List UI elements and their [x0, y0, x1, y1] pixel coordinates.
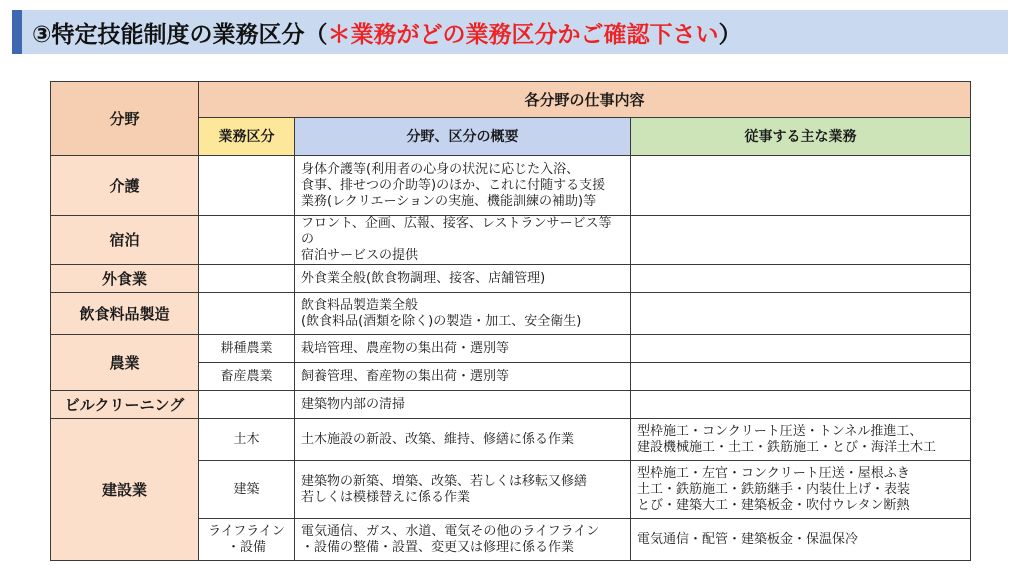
duties-cell [631, 293, 971, 335]
duties-cell [631, 216, 971, 265]
duties-cell [631, 363, 971, 391]
duties-cell: 型枠施工・コンクリート圧送・トンネル推進工、 建設機械施工・土工・鉄筋施工・とび・海洋土木工 [631, 419, 971, 461]
field-building-cleaning: ビルクリーニング [51, 391, 199, 419]
summary-cell: フロント、企画、広報、接客、レストランサービス等の 宿泊サービスの提供 [295, 216, 631, 265]
field-kensetsu: 建設業 [51, 419, 199, 561]
header-summary: 分野、区分の概要 [295, 118, 631, 156]
duties-cell [631, 265, 971, 293]
business-division-table [50, 81, 971, 561]
duties-cell [631, 335, 971, 363]
table-row [51, 265, 971, 293]
division-cell [199, 391, 295, 419]
title-close-paren: ） [718, 21, 742, 48]
header-division: 業務区分 [199, 118, 295, 156]
summary-cell: 電気通信、ガス、水道、電気その他のライフライン ・設備の整備・設置、変更又は修理に係る作業 [295, 519, 631, 561]
field-kaigo: 介護 [51, 156, 199, 216]
header-job-content: 各分野の仕事内容 [199, 82, 971, 118]
table-row [51, 419, 971, 461]
field-shukuhaku: 宿泊 [51, 216, 199, 265]
summary-cell: 外食業全般(飲食物調理、接客、店舗管理) [295, 265, 631, 293]
division-cell: 土木 [199, 419, 295, 461]
summary-cell: 飲食料品製造業全般 (飲食料品(酒類を除く)の製造・加工、安全衛生) [295, 293, 631, 335]
field-gaishoku: 外食業 [51, 265, 199, 293]
page-title [12, 10, 1008, 54]
division-cell [199, 216, 295, 265]
field-nogyo: 農業 [51, 335, 199, 391]
table-row [51, 216, 971, 265]
division-cell [199, 156, 295, 216]
duties-cell: 型枠施工・左官・コンクリート圧送・屋根ふき 土工・鉄筋施工・鉄筋継手・内装仕上げ・表装 とび・建築大工・建築板金・吹付ウレタン断熱 [631, 461, 971, 519]
table-row [51, 293, 971, 335]
duties-cell [631, 391, 971, 419]
title-note: ＊業務がどの業務区分かご確認下さい [327, 21, 719, 48]
summary-cell: 栽培管理、農産物の集出荷・選別等 [295, 335, 631, 363]
summary-cell: 飼養管理、畜産物の集出荷・選別等 [295, 363, 631, 391]
duties-cell [631, 156, 971, 216]
table-row [51, 156, 971, 216]
division-cell: 建築 [199, 461, 295, 519]
table-row [51, 335, 971, 363]
summary-cell: 身体介護等(利用者の心身の状況に応じた入浴、 食事、排せつの介助等)のほか、これに付随する支援 業務(レクリエーションの実施、機能訓練の補助)等 [295, 156, 631, 216]
division-cell [199, 293, 295, 335]
header-duties: 従事する主な業務 [631, 118, 971, 156]
division-cell: 耕種農業 [199, 335, 295, 363]
summary-cell: 建築物内部の清掃 [295, 391, 631, 419]
table-row [51, 391, 971, 419]
field-inshoku: 飲食料品製造 [51, 293, 199, 335]
title-main: ③特定技能制度の業務区分 [32, 21, 305, 48]
division-cell: ライフライン ・設備 [199, 519, 295, 561]
title-open-paren: （ [304, 21, 328, 48]
division-cell: 畜産農業 [199, 363, 295, 391]
summary-cell: 建築物の新築、増築、改築、若しくは移転又修繕 若しくは模様替えに係る作業 [295, 461, 631, 519]
duties-cell: 電気通信・配管・建築板金・保温保冷 [631, 519, 971, 561]
header-field: 分野 [51, 82, 199, 156]
summary-cell: 土木施設の新設、改築、維持、修繕に係る作業 [295, 419, 631, 461]
division-cell [199, 265, 295, 293]
